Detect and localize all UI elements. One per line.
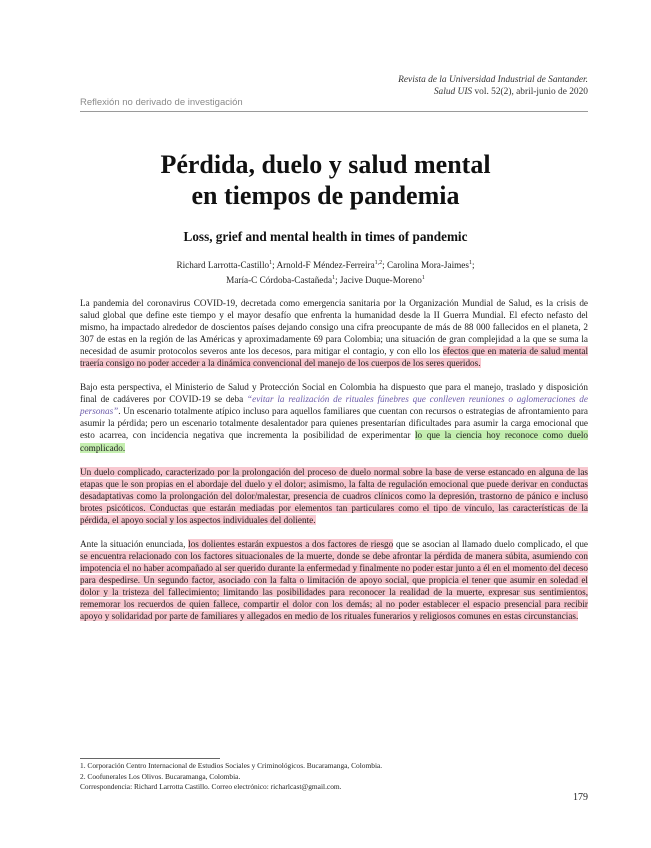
text-segment: Bajo esta perspectiva, el Ministerio de Salud y Protección Social en Colombia ha dispuesto que para el manejo, traslado y disposición final de cadáveres por COVID-19 se deba [80,382,588,405]
body-paragraph [80,466,588,526]
highlighted-text: efectos que en materia de salud mental traería consigo no poder acceder a la dinámica convencional del manejo de los cuerpos de los seres queridos. [80,346,589,369]
author-affiliation: 1 [468,260,472,266]
body-paragraph [80,538,588,622]
footnotes [80,758,588,793]
footnote-2: 2. Coofunerales Los Olivos. Bucaramanga, Colombia. [80,771,241,781]
journal-short-name: Salud UIS [433,87,473,97]
authors-block [0,257,651,287]
author-name: Richard Larrotta-Castillo [176,260,270,271]
text-segment: Ante la situación enunciada, [80,538,189,549]
highlighted-text: lo que la ciencia hoy reconoce como duelo complicado. [80,430,588,453]
author-affiliation: 1 [269,260,273,266]
author-name: Carolina Mora-Jaimes [387,260,469,271]
article-body [80,297,588,634]
highlighted-text: Un duelo complicado, caracterizado por la prolongación del proceso de duelo normal sobre la base de verse estancado en alguna de las etapas que le son propias en el abordaje del duelo y el dolor; asimismo, la falta de regulación emocional que puede derivar en conductas desadaptativas como la prolongación del dolor/malestar, presencia de cuadros clínicos como la depresión, trastorno de pánico e incluso brotes psicóticos. Conductas que estarán mediadas por elementos tan particulares como el tipo de vínculo, las características de la pérdida, el apoyo social y los aspectos individuales del doliente. [80,466,588,525]
header-divider [80,111,588,112]
text-segment: que se asocian al llamado duelo complicado, el que [393,538,588,549]
author-affiliation: 1 [332,275,336,282]
body-paragraph [80,381,588,453]
highlighted-text: , asociado con la falta o limitación de apoyo social, que propicia el tener que asumir en soledad el dolor y la tristeza del fallecimiento; limitando las posibilidades para reconocer la realidad de la muerte, expresar sus sentimientos, rememorar los recuerdos de quien fallece, compartir el dolor con los demás; al no poder establecer el espacio presencial para recibir apoyo y solidaridad por parte de familiares y allegados en medio de los rituales funerarios y religiosos comunes en estas circunstancias. [80,574,588,622]
footnote-divider [80,758,220,759]
title-line-1: Pérdida, duelo y salud mental [160,150,491,179]
author-affiliation: 1 [421,275,425,282]
title-line-2: en tiempos de pandemia [191,181,460,210]
footnote-1: 1. Corporación Centro Internacional de Estudios Sociales y Criminológicos. Bucaramanga, Colombia. [80,761,383,770]
author-name: María-C Córdoba-Castañeda [226,275,333,286]
author-name: Arnold-F Méndez-Ferreira [276,260,375,271]
highlighted-text: se encuentra relacionado con los factores situacionales de la muerte, donde se debe afrontar la pérdida de manera súbita, asumiendo con impotencia el no haber acompañado al ser querido durante la enfermedad y finalmente no poder estar junto a él en el momento del deceso para despedirse. Un [80,550,588,585]
article-title [0,149,651,211]
authors-line-1: Richard Larrotta-Castillo$^1$; Arnold-F Méndez-Ferreira$^{1,2}$; Carolina Mora-Jaimes$^1$; [176,260,475,271]
journal-issue: vol. 52(2), abril-junio de 2020 [472,87,588,97]
journal-header [398,74,588,98]
section-label: Reflexión no derivado de investigación [80,97,243,108]
highlighted-text: factores de riesgo [327,538,394,549]
text-segment: La pandemia del coronavirus COVID-19, decretada como emergencia sanitaria por la Organización Mundial de Salud, es la crisis de salud global que define este tiempo y el mayor desafío que enfrenta la humanidad desde la II Guerra Mundial. El efecto nefasto del mismo, ha impactado alrededor de doscientos países dejando consigo una cifra preocupante de más de 88 000 fallecidos en el planeta, 2 307 de estas en la región de las Américas y aproximadamente 69 para Colombia; una situación de gran complejidad a la que se suma la necesidad de asumir protocolos severos ante los decesos, para mitigar el contagio, y con ello los [80,298,588,357]
author-affiliation: 1,2 [374,260,383,266]
journal-issue-line [398,86,588,98]
journal-name: Revista de la Universidad Industrial de Santander. [398,75,588,85]
text-segment: . Un escenario totalmente atípico incluso para aquellos familiares que cuentan con recursos o estrategias de afrontamiento para asumir la pérdida; pero un escenario totalmente desalentador para quienes presentarían dificultades para asumir la carga emocional que esto acarrea, con incidencia negativa que incrementa la posibilidad de experimentar [80,406,588,441]
authors-line-2: María-C Córdoba-Castañeda$^1$; Jacive Duque-Moreno$^1$ [226,275,425,286]
correspondence-note: Correspondencia: Richard Larrotta Castillo. Correo electrónico: richarlcast@gmail.com. [80,782,342,791]
highlighted-text: “evitar la realización de rituales fúnebres que conlleven reuniones o aglomeraciones de personas” [80,394,588,417]
author-name: Jacive Duque-Moreno [339,275,422,286]
page-number: 179 [573,792,588,803]
highlighted-text: segundo factor [157,574,213,585]
highlighted-text: los dolientes estarán expuestos a dos [188,538,328,549]
body-paragraph [80,297,588,369]
article-subtitle: Loss, grief and mental health in times of pandemic [183,229,468,244]
